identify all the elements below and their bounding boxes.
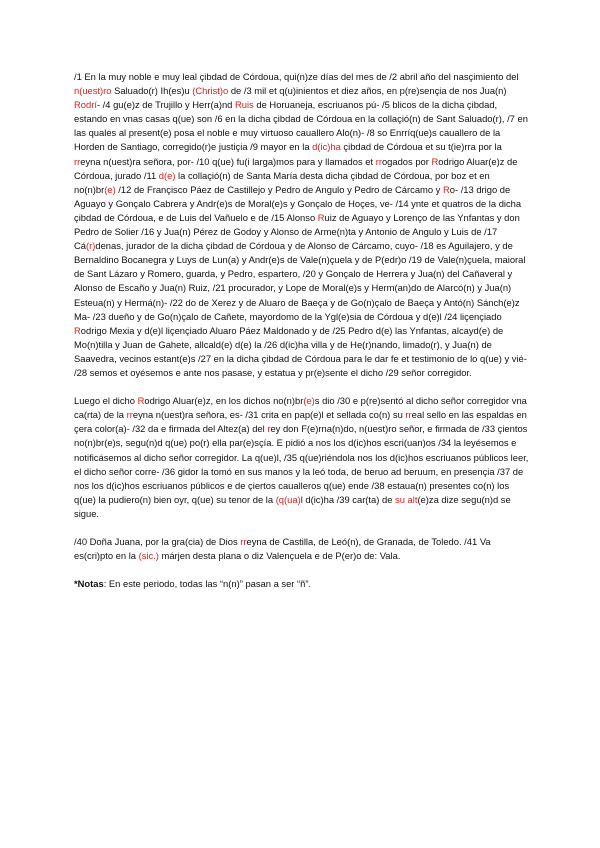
- expanded-abbreviation: rr: [240, 536, 247, 548]
- text-run: uiz de Aguayo y Lorenço de las Ynfantas y don Pedro de Solier /16 y Jua(n) Pérez de Godoy y Alonso de Arme(n)ta y Antonio de Angulo y Luis de /17 Cá: [74, 211, 520, 252]
- text-run: odrigo Mexia y d(e)l liçençiado Aluaro Páez Maldonado y de /25 Pedro d(e) las Ynfantas, alcayd(e) de Mo(n)tilla y Juan de Gahete, allcald(e) d(e) la /26 d(ic)ha villa y de He(r)nando, limado(r), y Jua(n) de Saavedra, vecinos estant(e)s /27 en la dicha çibdad de Córdoua para le dar fe et testimonio de lo q(ue) y vié- /28 semos et oyésemos e ante nos pasase, y estatua y pr(e)sente el dicho /29 señor corregidor.: [74, 324, 527, 378]
- expanded-abbreviation: R: [317, 211, 325, 223]
- expanded-abbreviation: (Christ)o: [192, 85, 229, 97]
- expanded-abbreviation: (q(ua): [275, 493, 301, 505]
- expanded-abbreviation: rr: [375, 155, 382, 167]
- note-label: *Notas: [74, 578, 104, 590]
- expanded-abbreviation: (e): [303, 395, 315, 407]
- text-run: (e)za dize segu(n)d se sigue.: [74, 493, 511, 519]
- text-run: o- /13 drigo de Aguayo y Gonçalo Cabrera y Andr(e)s de Moral(e)s y Gonçalo de Hoçes, ve- /14 ynte et quatros de la dicha çibdad de Córdoua, e de Luis del Vañuelo e de /15 Alonso: [74, 183, 522, 223]
- text-run: eyna n(uest)ra señora, es- /31 crita en pap(e)l et sellada co(n) su: [132, 409, 406, 421]
- expanded-abbreviation: d(e): [158, 169, 176, 181]
- text-run: ogados por: [381, 155, 432, 167]
- text-run: de Horuaneja, escriuanos pú- /5 blicos de la dicha çibdad, estando en vnas casas q(ue) son /6 en la dicha çibdad de Córdoua en la collaçió(n) de Sant Saluado(r), /7 en las quales al present(e) posa el noble e muy virtuoso cauallero Alo(n)- /8 so Enrríq(ue)s cauallero de la Horden de Santiago, corregido(r)e justiçia /9 mayor en la: [74, 99, 528, 153]
- expanded-abbreviation: rr: [74, 155, 81, 167]
- text-run: odrigo Aluar(e)z de Córdoua, jurado /11: [74, 155, 518, 181]
- expanded-abbreviation: (r): [85, 240, 96, 252]
- text-run: Saluado(r) Ih(es)u: [111, 85, 193, 97]
- text-run: /40 Doña Juana, por la gra(cia) de Dios: [74, 536, 241, 548]
- text-run: /12 de Françisco Páez de Castillejo y Pedro de Angulo y Pedro de Cárcamo y: [115, 183, 443, 195]
- text-run: márjen desta plana o diz Valençuela e de P(er)o de: Vala.: [158, 550, 401, 562]
- expanded-abbreviation: R: [137, 395, 145, 407]
- transcription-body: [74, 70, 529, 606]
- text-run: la collaçió(n) de Santa María desta dicha çibdad de Córdoua, por boz et en no(n)br: [74, 169, 490, 195]
- text-run: eal sello en las espaldas en çera color(a)- /32 da e firmada del Altez(a) del: [74, 409, 527, 435]
- text-run: eyna n(uest)ra señora, por- /10 q(ue) fu(i larga)mos para y llamados et: [80, 155, 376, 167]
- text-run: /1 En la muy noble e muy leal çibdad de Córdoua, qui(n)ze días del mes de /2 abril año del nasçimiento del: [74, 71, 519, 82]
- text-run: de /3 mil et q(u)inientos et diez años, en p(re)sençia de nos Jua(n): [228, 85, 507, 97]
- text-run: l d(ic)ha /39 car(ta) de: [300, 493, 396, 505]
- expanded-abbreviation: d(ic)ha: [312, 141, 341, 153]
- note-text: : En este periodo, todas las “n(n)” pasan a ser “ñ”.: [103, 578, 312, 590]
- paragraph: [74, 394, 529, 521]
- expanded-abbreviation: n(uest)ro: [74, 85, 112, 97]
- expanded-abbreviation: Rodrí: [74, 99, 97, 111]
- text-run: çibdad de Córdoua et su t(ie)rra por la: [340, 141, 502, 153]
- note: [74, 577, 529, 591]
- expanded-abbreviation: rr: [405, 409, 412, 421]
- text-run: - /4 gu(e)z de Trujillo y Herr(a)nd: [96, 99, 236, 111]
- paragraph: [74, 535, 529, 563]
- expanded-abbreviation: R: [442, 183, 450, 195]
- expanded-abbreviation: r: [267, 423, 271, 435]
- expanded-abbreviation: rr: [126, 409, 133, 421]
- paragraph: [74, 70, 529, 380]
- text-run: Luego el dicho: [74, 395, 138, 407]
- text-run: odrigo Aluar(e)z, en los dichos no(n)br: [144, 395, 304, 407]
- text-run: ey don F(e)rna(n)do, n(uest)ro señor, e firmada de /33 çientos no(n)br(e)s, segu(n)d q(ue) po(r) ella par(e)sçía. E pidió a nos los d(ic)hos escri(uan)os /34 la leyésemos e notificásemos al dicho señor corregidor. La q(ue)l, /35 q(ue)riéndola nos los d(ic)hos escriuanos públicos leer, el dicho señor corre- /36 gidor la tomó en sus manos y la leó toda, de beruo ad beruum, en presençia /37 de nos los d(ic)hos escriuanos públicos e de çiertos caualleros q(ue) ende /38 estaua(n) presentes co(n) los q(ue) la pudiero(n) bien oyr, q(ue) su tenor de la: [74, 423, 529, 505]
- text-run: eyna de Castilla, de Leó(n), de Granada, de Toledo. /41 Va es(cri)pto en la: [74, 536, 491, 562]
- expanded-abbreviation: Ruis: [235, 99, 254, 111]
- expanded-abbreviation: alt: [407, 493, 418, 505]
- expanded-abbreviation: su: [395, 493, 405, 505]
- expanded-abbreviation: R: [431, 155, 439, 167]
- text-run: denas, jurador de la dicha çibdad de Córdoua y de Alonso de Cárcamo, cuyo- /18 es Aguilajero, y de Bernaldino Bocanegra y Luys de Lun(a) y Andr(e)s de Vale(n)çuela y de P(edr)o /19 de Vale(n)çuela, maioral de Sant Lázaro y Romero, guarda, y Pedro, espartero, /20 y Gonçalo de Herrera y Jua(n) del Cañaveral y Alonso de Escaño y Jua(n) Ruiz, /21 procurador, y Lope de Moral(e)s y Herm(an)do de Alarcó(n) y Jua(n) Esteua(n) y Hermá(n)- /22 do de Xerez y de Aluaro de Baeça y de Go(n)çalo de Baeça y Antó(n) Sánch(e)z Ma- /23 dueño y de Go(n)çalo de Cañete, mayordomo de la Ygl(e)sia de Córdoua y d(e)l /24 liçençiado: [74, 240, 526, 322]
- expanded-abbreviation: (sic.): [138, 550, 159, 562]
- expanded-abbreviation: (e): [104, 183, 116, 195]
- expanded-abbreviation: R: [74, 324, 81, 336]
- text-run: s dio /30 e p(re)sentó al dicho señor corregidor vna ca(rta) de la: [74, 395, 527, 421]
